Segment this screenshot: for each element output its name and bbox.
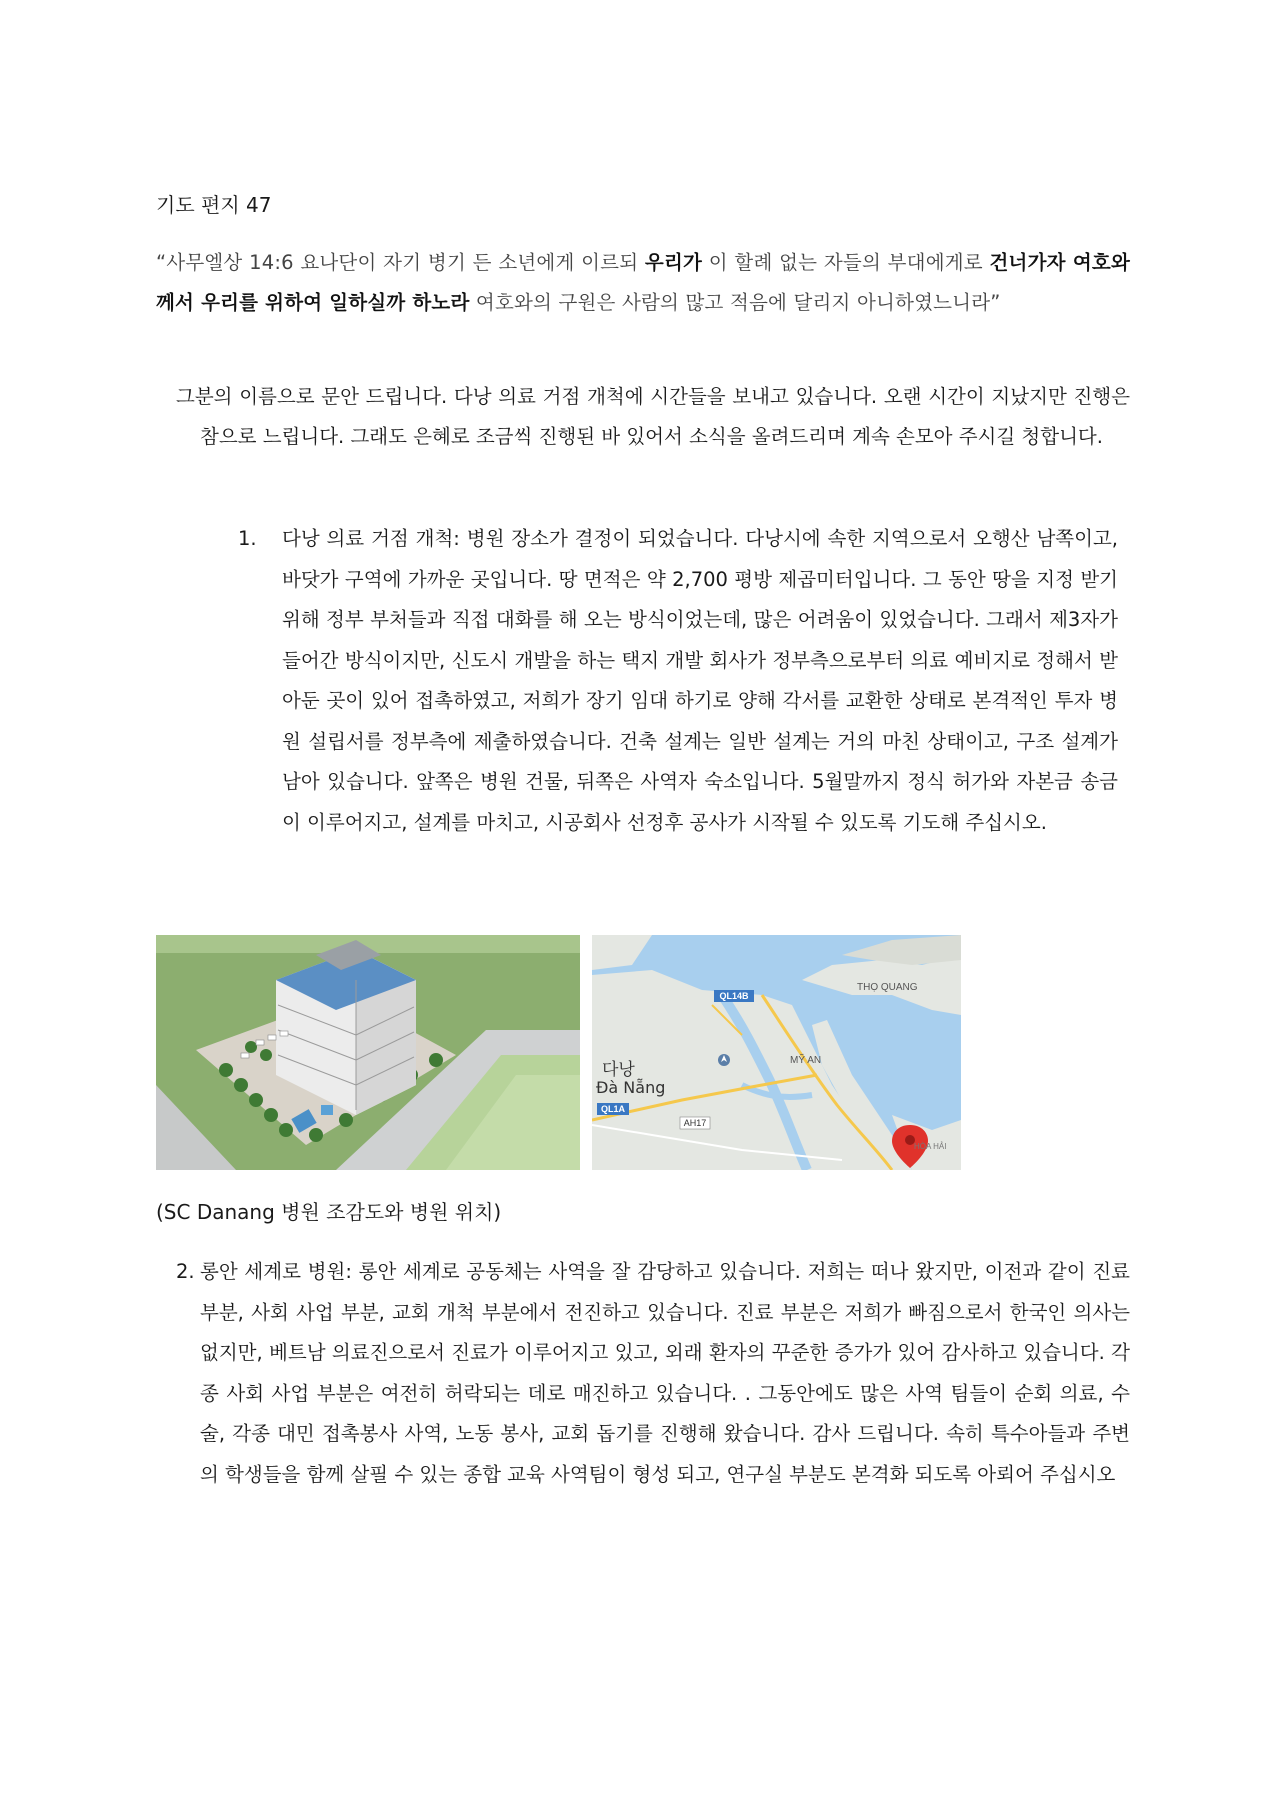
list-item-1 [238, 519, 1118, 843]
list-item-text: 다낭 의료 거점 개척: 병원 장소가 결정이 되었습니다. 다낭시에 속한 지역으로서 오행산 남쪽이고, 바닷가 구역에 가까운 곳입니다. 땅 면적은 약 2,700 평방 제곱미터입니다. 그 동안 땅을 지정 받기 위해 정부 부처들과 직접 대화를 해 오는 방식이었는데, 많은 어려움이 있었습니다. 그래서 제3자가 들어간 방식이지만, 신도시 개발을 하는 택지 개발 회사가 정부측으로부터 의료 예비지로 정해서 받아둔 곳이 있어 접촉하였고, 저희가 장기 임대 하기로 양해 각서를 교환한 상태로 본격적인 투자 병원 설립서를 정부측에 제출하였습니다. 건축 설계는 일반 설계는 거의 마친 상태이고, 구조 설계가 남아 있습니다. 앞쪽은 병원 건물, 뒤쪽은 사역자 숙소입니다. 5월말까지 정식 허가와 자본금 송금이 이루어지고, 설계를 마치고, 시공회사 선정후 공사가 시작될 수 있도록 기도해 주십시오. [282, 527, 1118, 834]
map-district-label-1: THỌ QUANG [857, 982, 918, 993]
map-road-label-1: QL14B [719, 991, 749, 1001]
hospital-location-map [592, 935, 961, 1170]
hospital-rendering-image [156, 935, 580, 1170]
list-item-number: 1. [238, 527, 257, 550]
map-illustration [592, 935, 961, 1170]
quote-bold-2: 건너가자 여호와께서 우리를 위하여 일하실까 하노라 [156, 251, 1131, 314]
list-item-text: 롱안 세계로 병원: 롱안 세계로 공동체는 사역을 잘 감당하고 있습니다. 저희는 떠나 왔지만, 이전과 같이 진료 부분, 사회 사업 부분, 교회 개척 부분에서 전진하고 있습니다. 진료 부분은 저희가 빠짐으로서 한국인 의사는 없지만, 베트남 의료진으로서 진료가 이루어지고 있고, 외래 환자의 꾸준한 증가가 있어 감사하고 있습니다. 각종 사회 사업 부분은 여전히 허락되는 데로 매진하고 있습니다. . 그동안에도 많은 사역 팀들이 순회 의료, 수술, 각종 대민 접촉봉사 사역, 노동 봉사, 교회 돕기를 진행해 왔습니다. 감사 드립니다. 속히 특수아들과 주변의 학생들을 함께 살필 수 있는 종합 교육 사역팀이 형성 되고, 연구실 부분도 본격화 되도록 아뢰어 주십시오 [200, 1260, 1130, 1486]
map-city-label-vi: Đà Nẵng [596, 1078, 666, 1097]
hospital-rendering-illustration [156, 935, 580, 1170]
map-road-label-3: AH17 [683, 1118, 707, 1128]
intro-text: 그분의 이름으로 문안 드립니다. 다낭 의료 거점 개척에 시간들을 보내고 있습니다. 오랜 시간이 지났지만 진행은 참으로 느립니다. 그래도 은혜로 조금씩 진행된 바 있어서 소식을 올려드리며 계속 손모아 주시길 청합니다. [176, 385, 1130, 448]
quote-text-1: “사무엘상 14:6 요나단이 자기 병기 든 소년에게 이르되 [156, 251, 645, 274]
list-item-number: 2. [176, 1260, 195, 1283]
map-road-label-2: QL1A [600, 1104, 626, 1114]
quote-text-2: 이 할례 없는 자들의 부대에게로 [702, 251, 990, 274]
intro-paragraph [176, 377, 1130, 457]
map-city-label-ko: 다낭 [602, 1060, 635, 1080]
scripture-quote [156, 243, 1130, 323]
quote-text-3: 여호와의 구원은 사람의 많고 적음에 달리지 아니하였느니라” [469, 291, 1001, 314]
list-item-2 [176, 1252, 1130, 1495]
map-district-label-2: MỸ AN [790, 1055, 822, 1066]
quote-bold-1: 우리가 [644, 251, 703, 274]
map-pin-label: HÒA HẢI [914, 1142, 947, 1151]
letter-title: 기도 편지 47 [156, 193, 272, 217]
figure-caption: (SC Danang 병원 조감도와 병원 위치) [156, 1200, 502, 1224]
